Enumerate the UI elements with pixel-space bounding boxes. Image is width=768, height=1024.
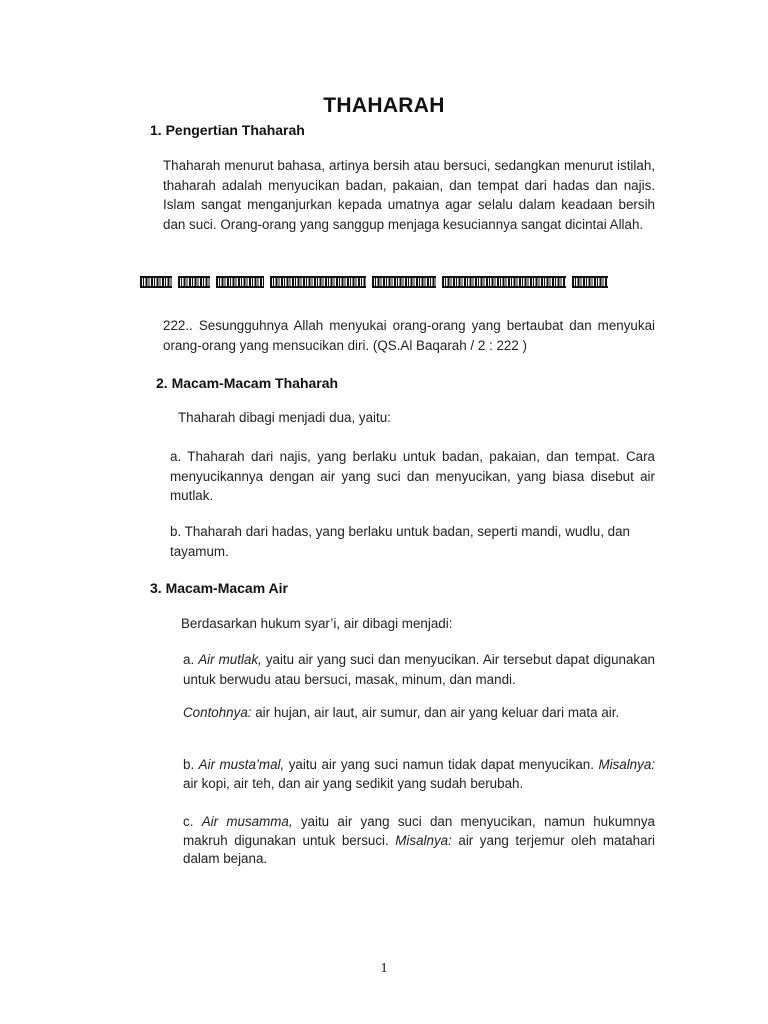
item-a-term: Air mutlak, [198, 652, 262, 667]
section-1-heading: 1. Pengertian Thaharah [150, 122, 305, 138]
section-3-heading: 3. Macam-Macam Air [150, 580, 288, 596]
item-a-prefix: a. [183, 652, 199, 667]
arabic-word [178, 276, 210, 288]
item-b-text-1: yaitu air yang suci namun tidak dapat menyucikan. [284, 757, 599, 772]
item-b-label: Misalnya: [598, 757, 655, 772]
section-1-paragraph: Thaharah menurut bahasa, artinya bersih atau bersuci, sedangkan menurut istilah, thaharah adalah menyucikan badan, pakaian, dan tempat dari hadas dan najis. Islam sangat menganjurkan kepada umatnya agar selalu dalam keadaan bersih dan suci. Orang-orang yang sanggup menjaga kesuciannya sangat dicintai Allah. [163, 158, 655, 232]
arabic-word [270, 276, 366, 288]
item-c-text-1: yaitu air yang suci dan menyucikan, namun hukumnya makruh digunakan untuk bersuci. [183, 814, 655, 848]
section-2-heading: 2. Macam-Macam Thaharah [156, 375, 339, 391]
example-text: air hujan, air laut, air sumur, dan air yang keluar dari mata air. [251, 705, 620, 720]
item-c-prefix: c. [183, 814, 202, 829]
section-3-example [183, 703, 655, 723]
arabic-word [442, 276, 566, 288]
page-title: THAHARAH [323, 94, 445, 117]
arabic-word [372, 276, 436, 288]
item-c-term: Air musamma, [201, 814, 293, 829]
arabic-word [140, 276, 172, 288]
item-a-text: yaitu air yang suci dan menyucikan. Air tersebut dapat digunakan untuk berwudu atau bersuci, masak, minum, dan mandi. [183, 652, 655, 687]
section-2-item-b: b. Thaharah dari hadas, yang berlaku untuk badan, seperti mandi, wudlu, dan tayamum. [170, 524, 630, 559]
item-b-text-2: air kopi, air teh, dan air yang sedikit yang sudah berubah. [183, 775, 524, 791]
section-3-item-a [183, 650, 655, 689]
arabic-word [216, 276, 264, 288]
verse-translation: 222.. Sesungguhnya Allah menyukai orang-orang yang bertaubat dan menyukai orang-orang yang mensucikan diri. (QS.Al Baqarah / 2 : 222 ) [163, 318, 655, 353]
item-c-label: Misalnya: [395, 832, 452, 848]
section-2-item-a: a. Thaharah dari najis, yang berlaku untuk badan, pakaian, dan tempat. Cara menyucikannya dengan air yang suci dan menyucikan, yang biasa disebut air mutlak. [170, 449, 655, 504]
arabic-verse-garbled [140, 274, 610, 290]
item-b-term: Air musta’mal, [198, 757, 285, 772]
section-3-item-c [183, 813, 655, 869]
section-3-intro: Berdasarkan hukum syar’i, air dibagi menjadi: [181, 616, 453, 631]
example-label: Contohnya: [183, 705, 252, 720]
item-c-text-2: air yang terjemur oleh matahari dalam bejana. [183, 832, 656, 866]
section-3-item-b [183, 756, 655, 793]
page-number: 1 [380, 961, 388, 976]
item-b-prefix: b. [183, 757, 199, 772]
section-2-intro: Thaharah dibagi menjadi dua, yaitu: [178, 410, 391, 425]
arabic-word [572, 276, 608, 288]
